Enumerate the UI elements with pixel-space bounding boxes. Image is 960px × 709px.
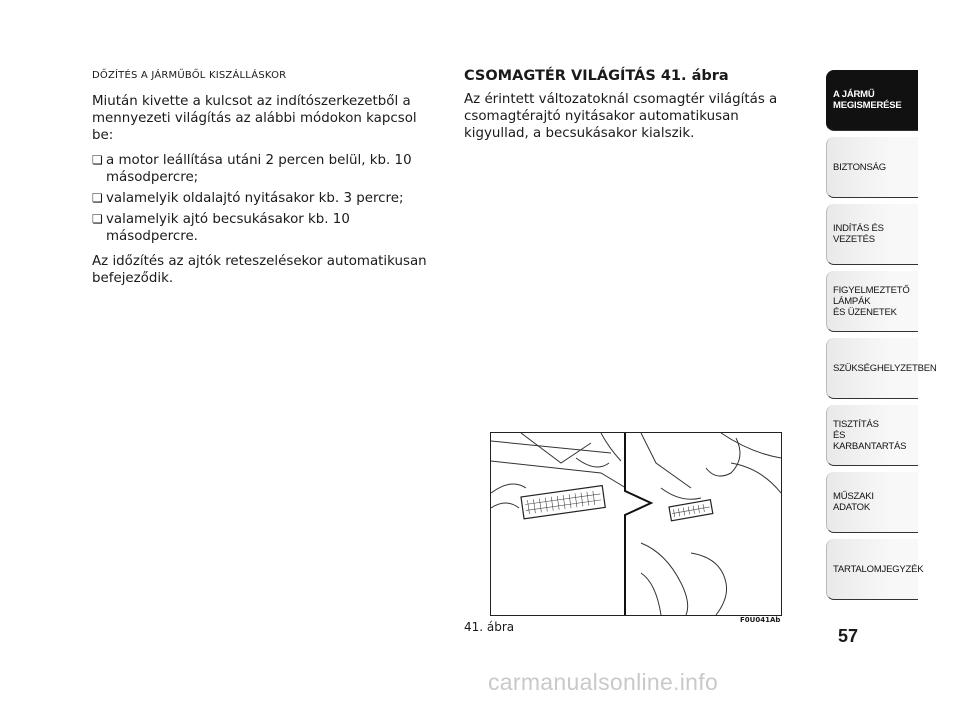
- tab-maintenance[interactable]: TISZTÍTÁS ÉS KARBANTARTÁS: [826, 405, 918, 466]
- tab-emergency[interactable]: SZÜKSÉGHELYZETBEN: [826, 338, 918, 399]
- intro-paragraph: Miután kivette a kulcsot az indítószerkezetből a mennyezeti világítás az alábbi módokon kapcsol be:: [92, 94, 417, 143]
- right-column: [464, 68, 804, 150]
- tab-technical-data[interactable]: MŰSZAKI ADATOK: [826, 472, 918, 533]
- figure-caption: 41. ábra: [464, 620, 515, 634]
- subsection-heading: DŐZÍTÉS A JÁRMŰBŐL KISZÁLLÁSKOR: [92, 70, 287, 81]
- tab-safety[interactable]: BIZTONSÁG: [826, 137, 918, 198]
- section-body: Az érintett változatoknál csomagtér világítás a csomagtérajtó nyitásakor automatikusan kigyullad, a becsukásakor kialszik.: [464, 92, 778, 141]
- outro-paragraph: Az időzítés az ajtók reteszelésekor automatikusan befejeződik.: [92, 254, 427, 286]
- chapter-tabs: [826, 70, 937, 606]
- tab-index[interactable]: TARTALOMJEGYZÉK: [826, 539, 918, 600]
- page-number: 57: [838, 626, 859, 646]
- list-item: ❏ a motor leállítása utáni 2 percen belül, kb. 10 másodpercre;: [92, 152, 442, 186]
- tab-starting-driving[interactable]: INDÍTÁS ÉS VEZETÉS: [826, 204, 918, 265]
- section-title: CSOMAGTÉR VILÁGÍTÁS 41. ábra: [464, 68, 729, 84]
- trunk-light-illustration: [491, 433, 781, 615]
- tab-warning-lights[interactable]: FIGYELMEZTETŐ LÁMPÁK ÉS ÜZENETEK: [826, 271, 918, 332]
- figure-41: [490, 432, 782, 616]
- left-column: [92, 70, 442, 295]
- bullet-list: [92, 152, 442, 245]
- watermark: carmanualsonline.info: [488, 669, 719, 695]
- list-item: ❏ valamelyik ajtó becsukásakor kb. 10 másodpercre.: [92, 211, 442, 245]
- figure-code: F0U041Ab: [740, 616, 781, 624]
- list-item: ❏ valamelyik oldalajtó nyitásakor kb. 3 percre;: [92, 190, 442, 207]
- tab-vehicle-overview[interactable]: A JÁRMŰ MEGISMERÉSE: [826, 70, 918, 131]
